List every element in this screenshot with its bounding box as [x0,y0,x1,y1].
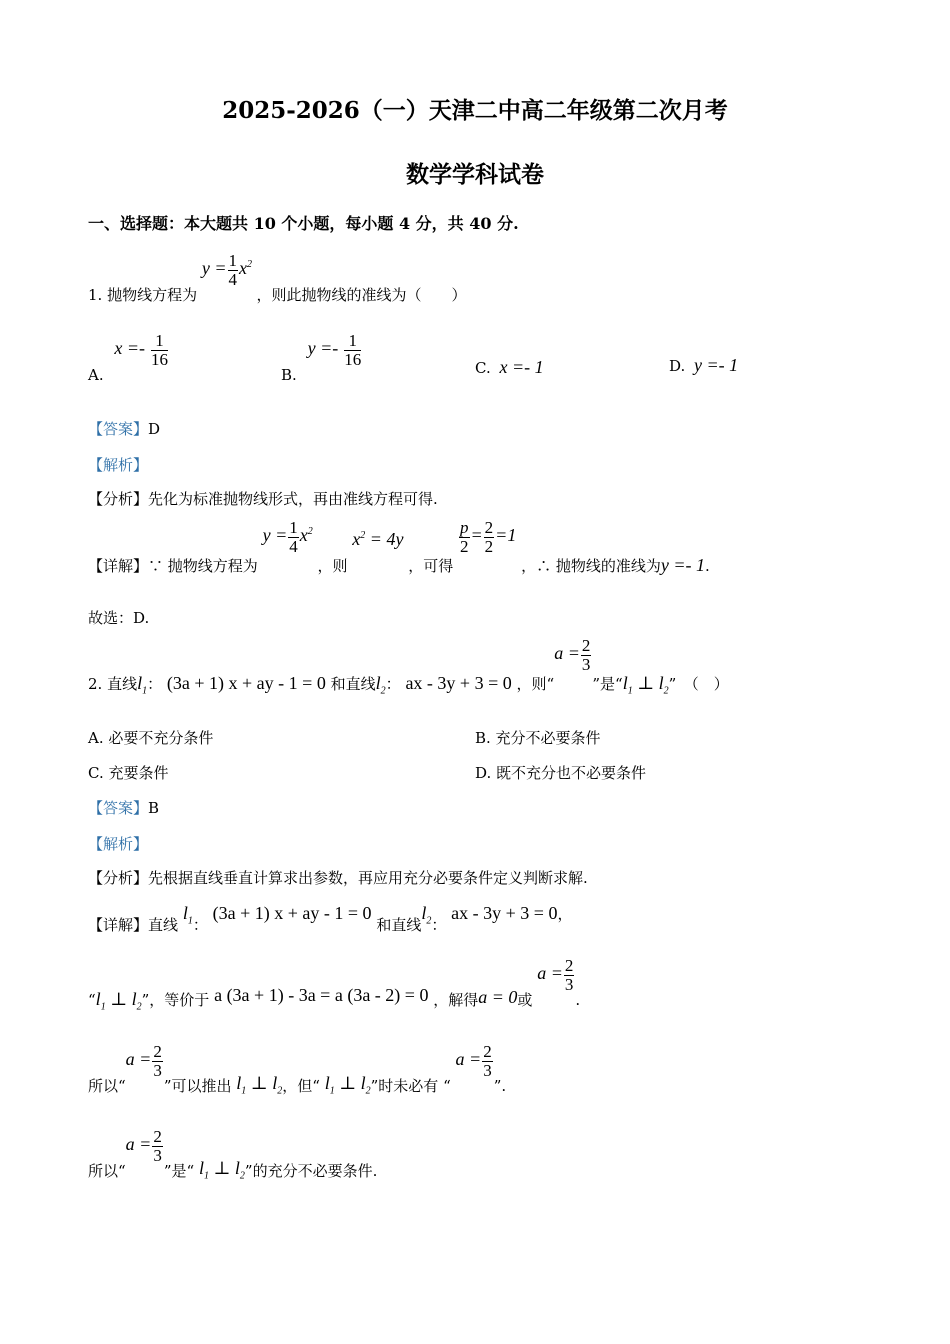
q2-option-b: B. 充分不必要条件 [475,729,601,747]
q1-option-c: C. x =- 1 [475,357,544,377]
q2-option-a: A. 必要不充分条件 [88,729,214,747]
q2-detail-3: 所以“a = $\frac{2}{3}$ ”可以推出 $l_1$ ⊥ $l_2$，但“ $l_1$ ⊥ $l_2$”时未必有 “ a = $\frac{2}{3}$ ”. [88,1042,507,1098]
page-title: 2025-2026（一）天津二中高二年级第二次月考 [222,97,728,124]
q2-answer: 【答案】B [88,799,160,817]
question-2-stem: 2. 直线$l_1$： (3a + 1) x + ay - 1 = 0 和直线$l_2$： ax - 3y + 3 = 0 ，则“a = $\frac{2}{3}$ ”是“$l_1$ ⊥ $l_2$” （ ） [88,636,729,698]
q1-detail: 【详解】∵ 抛物线方程为 y = $\frac{1}{4}$ $x^2$ ，则 $x^2 = 4y$ ，可得 $\frac{p}{2}$ = $\frac{2}{2}$ =1 ，∴ 抛物线的准线为y =- 1. [88,518,710,576]
q1-option-d: D. y =- 1 [669,355,739,375]
q1-prefix: 1. 抛物线方程为 [88,286,198,305]
q1-equation: y = $\frac{1}{4}$ $x^2$ [201,251,253,289]
page-subtitle: 数学学科试卷 [406,161,544,188]
q1-fenxi: 【分析】先化为标准抛物线形式，再由准线方程可得. [88,490,438,508]
q1-analysis-tag: 【解析】 [88,456,149,474]
q2-detail-1: 【详解】直线 $l_1$： (3a + 1) x + ay - 1 = 0 和直线$l_2$： ax - 3y + 3 = 0， [88,903,573,934]
question-1-stem [88,248,467,305]
q2-option-d: D. 既不充分也不必要条件 [475,764,647,782]
section-heading: 一、选择题：本大题共 10 个小题，每小题 4 分，共 40 分. [88,214,519,233]
q1-conclusion: 故选：D. [88,609,150,627]
q1-option-a: A. x =- $\frac{1}{16}$ [88,331,169,385]
q2-option-c: C. 充要条件 [88,764,169,782]
q2-detail-2: “$l_1$ ⊥ $l_2$”，等价于 a (3a + 1) - 3a = a (3a - 2) = 0 ，解得a = 0或 a = $\frac{2}{3}$ . [88,956,581,1014]
q2-analysis-tag: 【解析】 [88,835,149,853]
q1-answer: 【答案】D [88,420,161,438]
q2-fenxi: 【分析】先根据直线垂直计算求出参数，再应用充分必要条件定义判断求解. [88,869,588,887]
q1-option-b: B. y =- $\frac{1}{16}$ [281,331,362,385]
q2-conclusion: 所以“a = $\frac{2}{3}$ ”是“ $l_1$ ⊥ $l_2$”的充分不必要条件. [88,1127,378,1183]
q1-suffix: ，则此抛物线的准线为（ ） [256,286,467,305]
